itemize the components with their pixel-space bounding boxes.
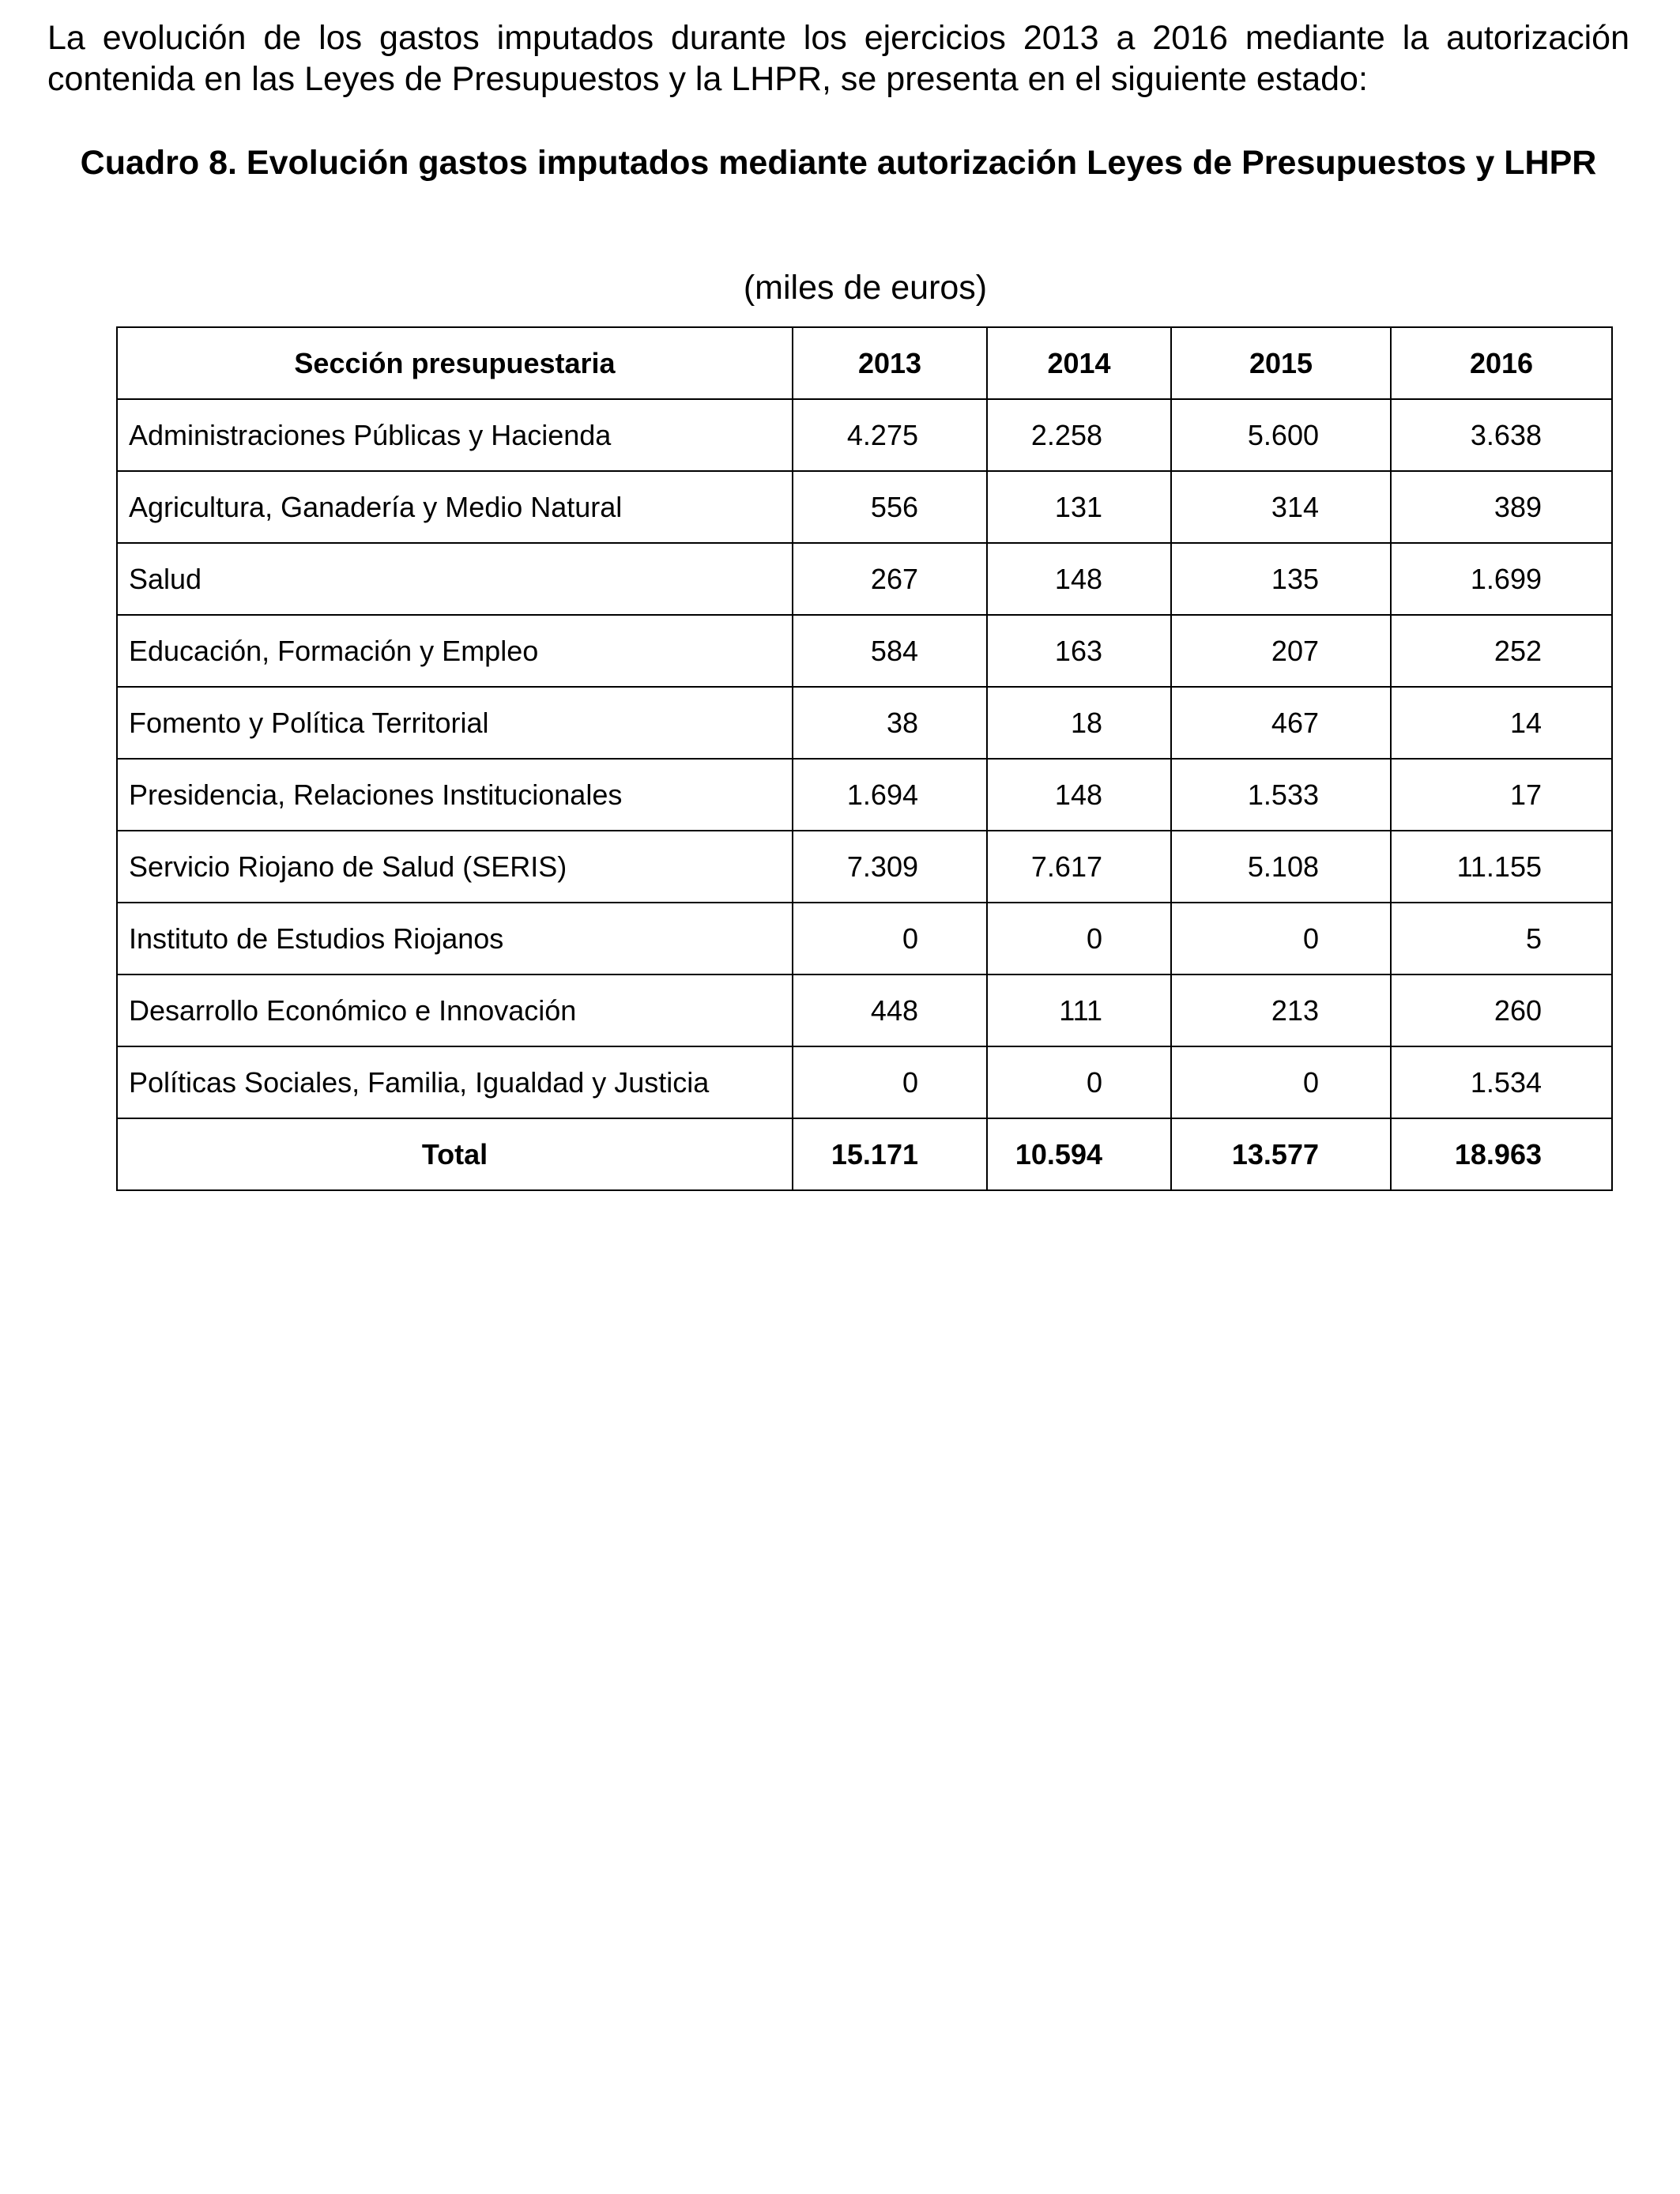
total-2013: 15.171 xyxy=(793,1118,987,1190)
cell-2015: 207 xyxy=(1171,615,1391,687)
cell-2014: 163 xyxy=(987,615,1171,687)
row-section: Fomento y Política Territorial xyxy=(117,687,793,759)
table-row xyxy=(117,903,1612,974)
cell-2016: 252 xyxy=(1391,615,1612,687)
header-2014: 2014 xyxy=(987,327,1171,399)
total-2014: 10.594 xyxy=(987,1118,1171,1190)
total-2015: 13.577 xyxy=(1171,1118,1391,1190)
cell-2016: 17 xyxy=(1391,759,1612,831)
cell-2013: 38 xyxy=(793,687,987,759)
expenses-table xyxy=(116,326,1613,1191)
row-section: Desarrollo Económico e Innovación xyxy=(117,974,793,1046)
table-header-row xyxy=(117,327,1612,399)
table-row xyxy=(117,974,1612,1046)
row-section: Salud xyxy=(117,543,793,615)
header-section: Sección presupuestaria xyxy=(117,327,793,399)
cell-2015: 467 xyxy=(1171,687,1391,759)
total-label: Total xyxy=(117,1118,793,1190)
cell-2014: 18 xyxy=(987,687,1171,759)
header-2013: 2013 xyxy=(793,327,987,399)
row-section: Administraciones Públicas y Hacienda xyxy=(117,399,793,471)
cell-2015: 5.108 xyxy=(1171,831,1391,903)
cell-2014: 148 xyxy=(987,759,1171,831)
cell-2016: 11.155 xyxy=(1391,831,1612,903)
table-row xyxy=(117,399,1612,471)
cell-2013: 556 xyxy=(793,471,987,543)
cell-2016: 1.699 xyxy=(1391,543,1612,615)
cell-2013: 584 xyxy=(793,615,987,687)
table-row xyxy=(117,831,1612,903)
cell-2014: 0 xyxy=(987,903,1171,974)
cell-2014: 2.258 xyxy=(987,399,1171,471)
row-section: Instituto de Estudios Riojanos xyxy=(117,903,793,974)
cell-2016: 1.534 xyxy=(1391,1046,1612,1118)
cell-2016: 5 xyxy=(1391,903,1612,974)
cell-2015: 0 xyxy=(1171,1046,1391,1118)
table-row xyxy=(117,687,1612,759)
row-section: Presidencia, Relaciones Institucionales xyxy=(117,759,793,831)
cell-2014: 111 xyxy=(987,974,1171,1046)
table-row xyxy=(117,615,1612,687)
cell-2013: 267 xyxy=(793,543,987,615)
table-row xyxy=(117,471,1612,543)
row-section: Políticas Sociales, Familia, Igualdad y Justicia xyxy=(117,1046,793,1118)
cell-2015: 5.600 xyxy=(1171,399,1391,471)
cell-2015: 1.533 xyxy=(1171,759,1391,831)
row-section: Educación, Formación y Empleo xyxy=(117,615,793,687)
cell-2016: 260 xyxy=(1391,974,1612,1046)
table-title: Cuadro 8. Evolución gastos imputados mediante autorización Leyes de Presupuestos y LHPR xyxy=(80,144,1597,182)
table-row xyxy=(117,543,1612,615)
table-row xyxy=(117,1046,1612,1118)
intro-paragraph: La evolución de los gastos imputados durante los ejercicios 2013 a 2016 mediante la autorización contenida en las Leyes de Presupuestos y la LHPR, se presenta en el siguiente estado: xyxy=(47,19,1629,98)
cell-2013: 1.694 xyxy=(793,759,987,831)
cell-2016: 3.638 xyxy=(1391,399,1612,471)
header-2016: 2016 xyxy=(1391,327,1612,399)
cell-2014: 131 xyxy=(987,471,1171,543)
row-section: Agricultura, Ganadería y Medio Natural xyxy=(117,471,793,543)
total-row xyxy=(117,1118,1612,1190)
cell-2013: 4.275 xyxy=(793,399,987,471)
cell-2013: 7.309 xyxy=(793,831,987,903)
cell-2014: 0 xyxy=(987,1046,1171,1118)
cell-2013: 448 xyxy=(793,974,987,1046)
cell-2016: 14 xyxy=(1391,687,1612,759)
cell-2015: 314 xyxy=(1171,471,1391,543)
cell-2015: 0 xyxy=(1171,903,1391,974)
cell-2014: 148 xyxy=(987,543,1171,615)
cell-2015: 213 xyxy=(1171,974,1391,1046)
cell-2014: 7.617 xyxy=(987,831,1171,903)
table-units: (miles de euros) xyxy=(743,269,988,307)
row-section: Servicio Riojano de Salud (SERIS) xyxy=(117,831,793,903)
header-2015: 2015 xyxy=(1171,327,1391,399)
cell-2013: 0 xyxy=(793,1046,987,1118)
cell-2016: 389 xyxy=(1391,471,1612,543)
cell-2013: 0 xyxy=(793,903,987,974)
total-2016: 18.963 xyxy=(1391,1118,1612,1190)
table-row xyxy=(117,759,1612,831)
cell-2015: 135 xyxy=(1171,543,1391,615)
